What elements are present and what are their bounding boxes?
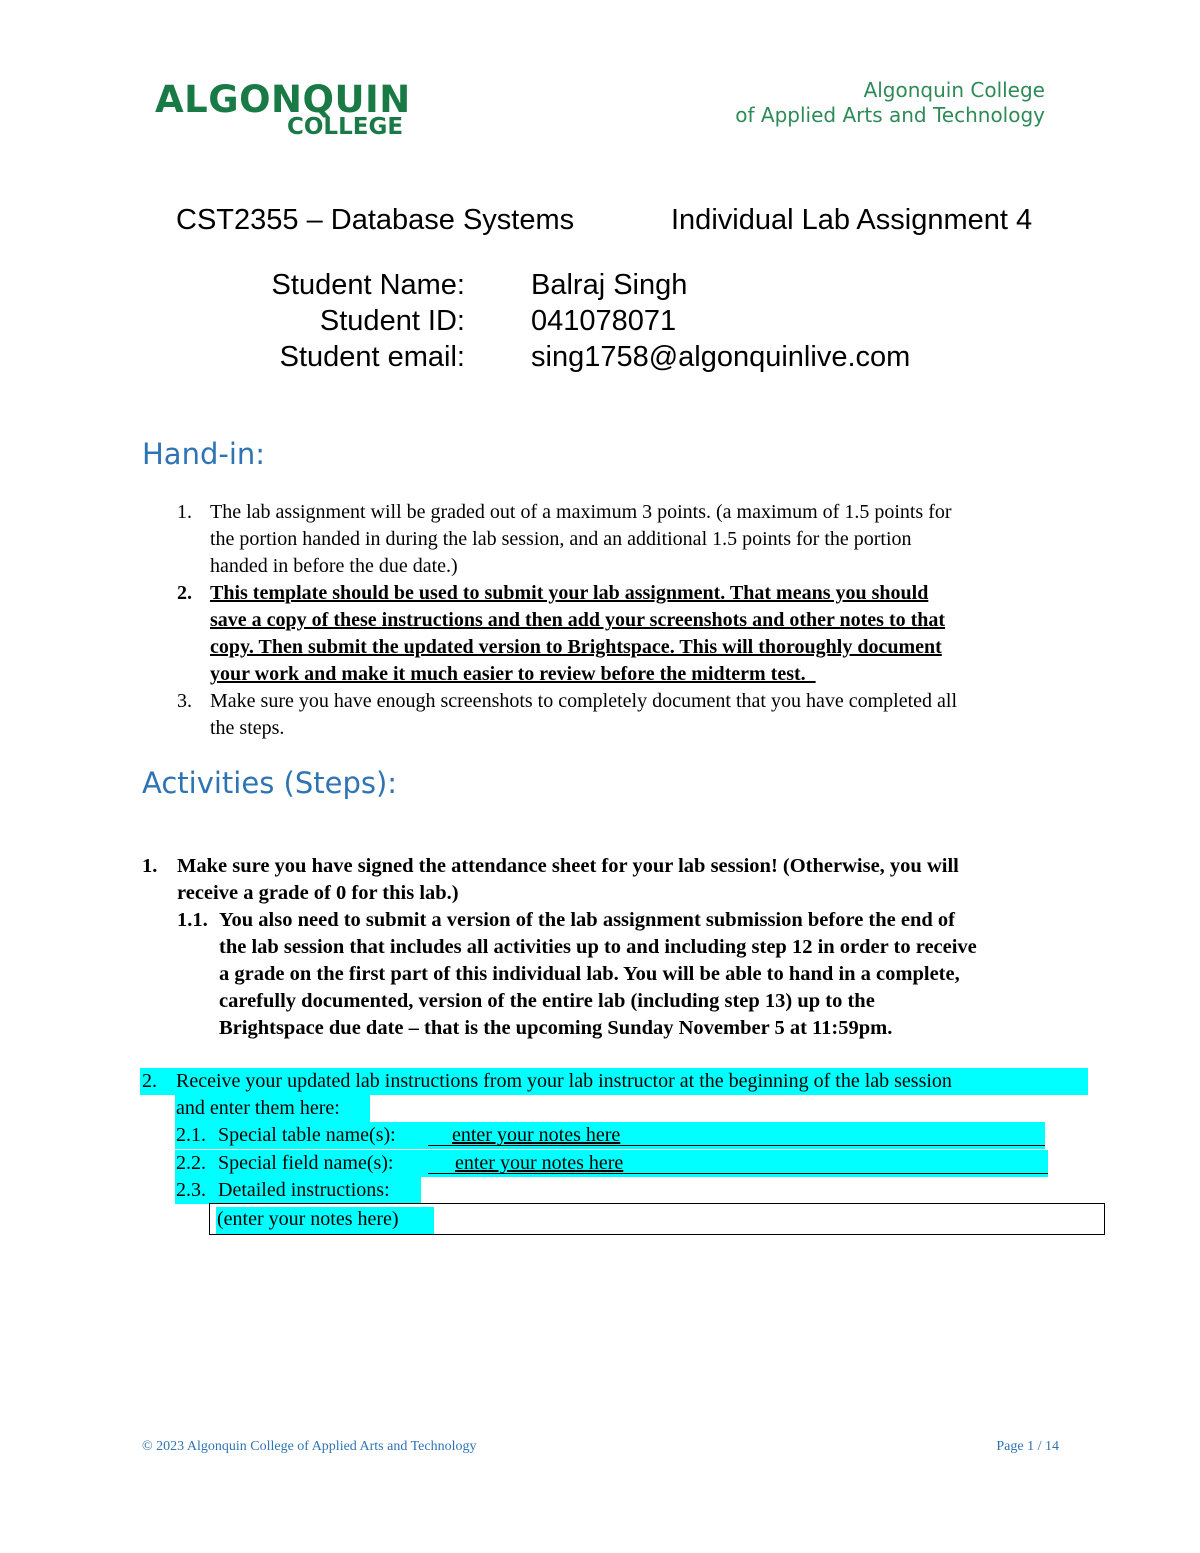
- student-email-value: sing1758@algonquinlive.com: [531, 341, 911, 373]
- list-item-line: This template should be used to submit your lab assignment. That means you should: [210, 582, 929, 604]
- handin-item-1: [210, 499, 1095, 580]
- student-name-label: Student Name:: [271, 269, 465, 301]
- step-line: a grade on the first part of this individual lab. You will be able to hand in a complete,: [219, 963, 960, 985]
- college-name-line1: Algonquin College: [863, 78, 1045, 102]
- step-line: carefully documented, version of the entire lab (including step 13) up to the: [219, 990, 875, 1012]
- student-name-value: Balraj Singh: [531, 269, 688, 301]
- activities-heading: Activities (Steps):: [142, 766, 398, 800]
- step-1-1-number: 1.1.: [177, 909, 208, 931]
- college-logo: [155, 78, 411, 142]
- student-email-label: Student email:: [279, 341, 465, 373]
- list-item-line: the steps.: [210, 717, 285, 739]
- handin-item-2: [210, 580, 1095, 688]
- student-id-value: 041078071: [531, 305, 677, 337]
- step-1-1: [219, 907, 1099, 1042]
- list-item-line: copy. Then submit the updated version to Brightspace. This will thoroughly document: [210, 636, 942, 658]
- handin-heading: Hand-in:: [142, 437, 266, 471]
- handin-item-number: 1.: [177, 501, 192, 523]
- student-id-label: Student ID:: [319, 305, 465, 337]
- footer-copyright: © 2023 Algonquin College of Applied Arts and Technology: [142, 1439, 477, 1454]
- footer-page-number: Page 1 / 14: [996, 1439, 1059, 1454]
- special-table-label: Special table name(s):: [218, 1124, 396, 1146]
- step-line: Make sure you have signed the attendance sheet for your lab session! (Otherwise, you will: [177, 855, 959, 877]
- assignment-title: Individual Lab Assignment 4: [671, 204, 1033, 236]
- step-2-1-number: 2.1.: [176, 1124, 206, 1146]
- step-line: receive a grade of 0 for this lab.): [177, 882, 459, 904]
- step-line: and enter them here:: [176, 1097, 340, 1119]
- list-item-line: Make sure you have enough screenshots to completely document that you have completed all: [210, 690, 958, 712]
- list-item-line: The lab assignment will be graded out of a maximum 3 points. (a maximum of 1.5 points for: [210, 501, 952, 523]
- step-line: the lab session that includes all activities up to and including step 12 in order to receive: [219, 936, 977, 958]
- list-item-line: save a copy of these instructions and then add your screenshots and other notes to that: [210, 609, 946, 631]
- list-item-line: your work and make it much easier to review before the midterm test.: [210, 663, 816, 685]
- special-field-input[interactable]: enter your notes here: [455, 1152, 624, 1174]
- special-field-label: Special field name(s):: [218, 1152, 394, 1174]
- step-2-3-number: 2.3.: [176, 1179, 206, 1201]
- college-name-line2: of Applied Arts and Technology: [735, 103, 1045, 127]
- college-name: [735, 78, 1045, 128]
- list-item-line: handed in before the due date.): [210, 555, 458, 577]
- logo-wordmark: ALGONQUIN: [155, 78, 411, 121]
- handin-item-number: 2.: [177, 582, 192, 604]
- detailed-instructions-input[interactable]: (enter your notes here): [217, 1208, 399, 1230]
- step-line: You also need to submit a version of the lab assignment submission before the end of: [219, 909, 955, 931]
- step-1-number: 1.: [142, 855, 158, 877]
- detailed-instructions-label: Detailed instructions:: [218, 1179, 390, 1201]
- course-title: CST2355 – Database Systems: [176, 204, 575, 236]
- step-2-number: 2.: [142, 1070, 157, 1092]
- handin-item-number: 3.: [177, 690, 192, 712]
- step-line: Brightspace due date – that is the upcoming Sunday November 5 at 11:59pm.: [219, 1017, 893, 1039]
- handin-item-3: [210, 688, 1095, 742]
- step-2: [176, 1068, 1096, 1122]
- step-line: Receive your updated lab instructions from your lab instructor at the beginning of the lab session: [176, 1070, 952, 1092]
- step-1: [177, 853, 1097, 907]
- logo-subtitle: COLLEGE: [287, 114, 404, 140]
- list-item-line: the portion handed in during the lab session, and an additional 1.5 points for the portion: [210, 528, 912, 550]
- special-table-input[interactable]: enter your notes here: [452, 1124, 621, 1146]
- step-2-2-number: 2.2.: [176, 1152, 206, 1174]
